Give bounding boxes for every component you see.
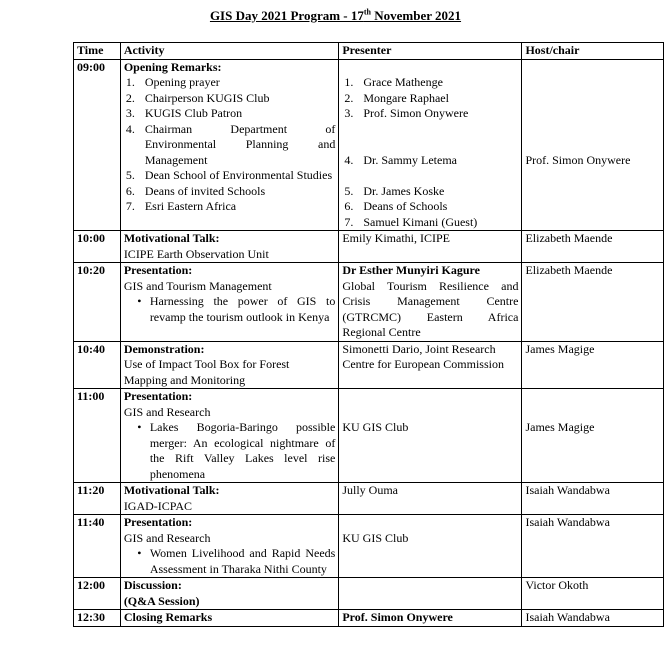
table-row bbox=[74, 59, 664, 231]
host-cell: Victor Okoth bbox=[522, 578, 664, 610]
list-item bbox=[124, 420, 336, 482]
presenter-name: Deans of Schools bbox=[363, 199, 448, 213]
title-superscript: th bbox=[363, 7, 372, 17]
time-cell: 10:00 bbox=[74, 231, 121, 263]
table-row bbox=[74, 610, 664, 627]
bullet-icon: • bbox=[137, 294, 142, 308]
bullet-text: Harnessing the power of GIS to revamp the tourism outlook in Kenya bbox=[149, 294, 336, 324]
header-row bbox=[74, 43, 664, 60]
bullet-icon: • bbox=[137, 420, 142, 434]
item-number: 7. bbox=[125, 199, 135, 213]
presenter-cell bbox=[339, 263, 522, 342]
activity-heading: Closing Remarks bbox=[123, 610, 213, 624]
list-item bbox=[342, 199, 518, 215]
item-number: 3. bbox=[125, 106, 135, 120]
host-name: James Magige bbox=[525, 420, 595, 434]
header-time: Time bbox=[74, 43, 121, 60]
presenter-cell: Jully Ouma bbox=[339, 483, 522, 515]
list-item bbox=[124, 106, 336, 122]
activity-cell bbox=[120, 483, 339, 515]
title-text: GIS Day 2021 Program - 17 bbox=[209, 8, 364, 23]
host-cell: Isaiah Wandabwa bbox=[522, 515, 664, 578]
table-row bbox=[74, 483, 664, 515]
activity-heading: Presentation: bbox=[123, 389, 193, 403]
item-text: Chairperson KUGIS Club bbox=[144, 90, 270, 105]
item-text: KUGIS Club Patron bbox=[144, 106, 243, 120]
host-cell: Elizabeth Maende bbox=[522, 263, 664, 342]
presenter-name: Grace Mathenge bbox=[363, 75, 443, 89]
activity-list bbox=[124, 75, 336, 215]
item-text: Opening prayer bbox=[144, 75, 220, 89]
activity-cell bbox=[120, 263, 339, 342]
host-cell: Isaiah Wandabwa bbox=[522, 483, 664, 515]
activity-bullets bbox=[124, 420, 336, 482]
table-row bbox=[74, 515, 664, 578]
activity-cell bbox=[120, 231, 339, 263]
list-item bbox=[342, 153, 518, 169]
bullet-icon: • bbox=[137, 546, 142, 560]
activity-heading: Presentation: bbox=[123, 263, 193, 277]
list-item bbox=[124, 184, 336, 200]
activity-heading: Motivational Talk: bbox=[123, 483, 220, 497]
activity-cell bbox=[120, 59, 339, 231]
item-number: 5. bbox=[125, 168, 135, 182]
time-cell: 10:40 bbox=[74, 341, 121, 389]
presenter-name: Dr. Sammy Letema bbox=[363, 152, 457, 167]
presenter-name: Prof. Simon Onywere bbox=[363, 106, 469, 120]
item-number: 6. bbox=[344, 199, 354, 213]
item-number: 7. bbox=[344, 214, 354, 229]
activity-heading: Motivational Talk: bbox=[123, 231, 220, 245]
page-title bbox=[0, 8, 671, 24]
activity-cell bbox=[120, 578, 339, 610]
list-item bbox=[342, 215, 518, 231]
activity-cell bbox=[120, 341, 339, 389]
presenter-name: KU GIS Club bbox=[342, 420, 409, 434]
activity-bullets bbox=[124, 546, 336, 577]
presenter-cell bbox=[339, 59, 522, 231]
table-row bbox=[74, 263, 664, 342]
table-row bbox=[74, 341, 664, 389]
item-number: 1. bbox=[344, 75, 354, 89]
list-item bbox=[124, 75, 336, 91]
activity-text: GIS and Research bbox=[123, 530, 211, 545]
host-cell bbox=[522, 59, 664, 231]
item-number: 3. bbox=[344, 106, 354, 120]
presenter-cell: Prof. Simon Onywere bbox=[339, 610, 522, 627]
table-row bbox=[74, 578, 664, 610]
activity-text: (Q&A Session) bbox=[123, 593, 200, 608]
presenter-affiliation: Global Tourism Resilience and Crisis Management Centre (GTRCMC) Eastern Africa Regional Centre bbox=[342, 278, 519, 339]
activity-heading: Demonstration: bbox=[123, 341, 205, 356]
presenter-cell bbox=[339, 389, 522, 483]
bullet-text: Lakes Bogoria-Baringo possible merger: An ecological nightmare of the Rift Valley Lakes level rise phenomena bbox=[149, 420, 336, 481]
list-item bbox=[342, 75, 518, 91]
time-cell: 10:20 bbox=[74, 263, 121, 342]
item-text: Chairman Department of Environmental Planning and Management bbox=[144, 121, 336, 167]
time-cell: 12:30 bbox=[74, 610, 121, 627]
presenter-name: Dr. James Koske bbox=[363, 183, 445, 198]
presenter-name: Dr Esther Munyiri Kagure bbox=[342, 263, 480, 277]
host-cell: Isaiah Wandabwa bbox=[522, 610, 664, 627]
list-item bbox=[124, 91, 336, 107]
activity-cell bbox=[120, 610, 339, 627]
presenter-name: Mongare Raphael bbox=[363, 90, 449, 105]
table-row bbox=[74, 231, 664, 263]
list-item bbox=[342, 106, 518, 122]
header-host: Host/chair bbox=[522, 43, 664, 60]
activity-bullets bbox=[124, 294, 336, 325]
activity-text: ICIPE Earth Observation Unit bbox=[123, 246, 269, 261]
header-presenter: Presenter bbox=[339, 43, 522, 60]
item-text: Deans of invited Schools bbox=[144, 183, 266, 198]
presenter-cell: Emily Kimathi, ICIPE bbox=[339, 231, 522, 263]
bullet-text: Women Livelihood and Rapid Needs Assessment in Tharaka Nithi County bbox=[149, 546, 336, 576]
activity-text: GIS and Tourism Management bbox=[123, 278, 272, 293]
activity-heading: Opening Remarks: bbox=[123, 59, 222, 74]
presenter-cell bbox=[339, 515, 522, 578]
item-number: 2. bbox=[344, 90, 354, 105]
item-number: 6. bbox=[125, 183, 135, 198]
list-item bbox=[124, 294, 336, 325]
title-text-end: November 2021 bbox=[371, 8, 462, 23]
time-cell: 09:00 bbox=[74, 59, 121, 231]
time-cell: 11:20 bbox=[74, 483, 121, 515]
host-name: Prof. Simon Onywere bbox=[525, 152, 631, 167]
list-item bbox=[342, 91, 518, 107]
time-cell: 11:40 bbox=[74, 515, 121, 578]
item-number: 2. bbox=[125, 90, 135, 105]
item-number: 5. bbox=[344, 183, 354, 198]
activity-cell bbox=[120, 515, 339, 578]
activity-heading: Presentation: bbox=[123, 515, 193, 529]
host-cell: James Magige bbox=[522, 341, 664, 389]
list-item bbox=[124, 546, 336, 577]
presenter-name: Samuel Kimani (Guest) bbox=[363, 214, 478, 229]
presenter-list bbox=[342, 75, 518, 230]
program-table bbox=[73, 42, 664, 627]
time-cell: 12:00 bbox=[74, 578, 121, 610]
activity-text: GIS and Research bbox=[123, 404, 211, 419]
item-number: 4. bbox=[125, 121, 135, 136]
list-item bbox=[124, 199, 336, 215]
item-number: 4. bbox=[344, 152, 354, 167]
activity-text: IGAD-ICPAC bbox=[123, 498, 193, 513]
table-row bbox=[74, 389, 664, 483]
presenter-name: KU GIS Club bbox=[342, 530, 409, 545]
activity-heading: Discussion: bbox=[123, 578, 182, 592]
item-text: Esri Eastern Africa bbox=[144, 199, 237, 213]
presenter-cell: Simonetti Dario, Joint Research Centre for European Commission bbox=[339, 341, 522, 389]
item-text: Dean School of Environmental Studies bbox=[144, 168, 333, 182]
list-item bbox=[124, 122, 336, 169]
item-number: 1. bbox=[125, 75, 135, 89]
host-cell bbox=[522, 389, 664, 483]
header-activity: Activity bbox=[120, 43, 339, 60]
activity-cell bbox=[120, 389, 339, 483]
presenter-cell bbox=[339, 578, 522, 610]
list-item bbox=[342, 184, 518, 200]
host-cell: Elizabeth Maende bbox=[522, 231, 664, 263]
time-cell: 11:00 bbox=[74, 389, 121, 483]
list-item bbox=[124, 168, 336, 184]
activity-text: Use of Impact Tool Box for Forest Mapping and Monitoring bbox=[123, 357, 290, 387]
